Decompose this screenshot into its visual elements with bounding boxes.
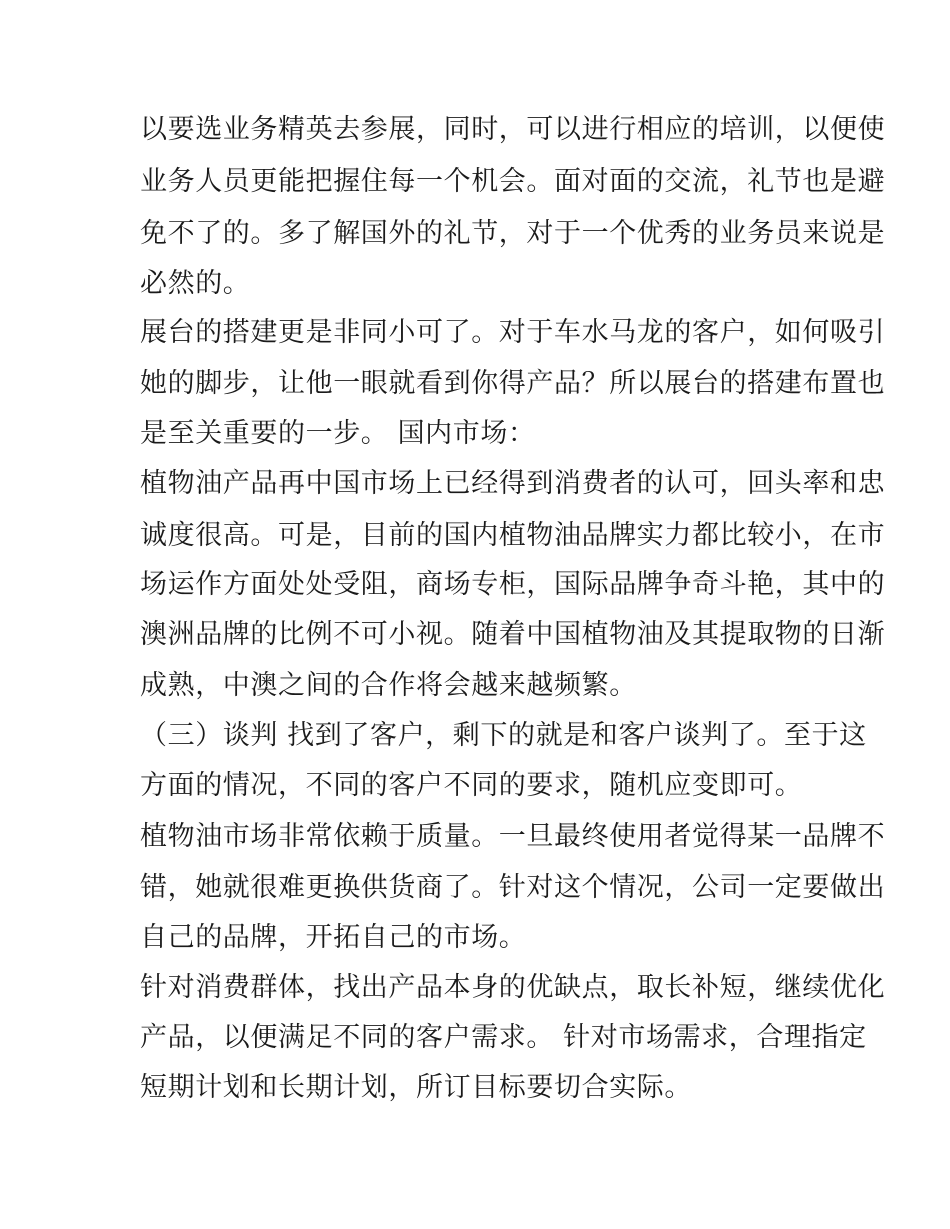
text-line: 免不了的。多了解国外的礼节，对于一个优秀的业务员来说是 xyxy=(140,218,886,249)
text-line: 方面的情况，不同的客户不同的要求，随机应变即可。 xyxy=(140,770,803,801)
text-line: 必然的。 xyxy=(140,268,251,299)
text-line: 成熟，中澳之间的合作将会越来越频繁。 xyxy=(140,670,637,701)
text-line: 错，她就很难更换供货商了。针对这个情况，公司一定要做出 xyxy=(140,872,886,903)
text-line: 场运作方面处处受阻，商场专柜，国际品牌争奇斗艳，其中的 xyxy=(140,569,886,600)
text-line: 短期计划和长期计划，所订目标要切合实际。 xyxy=(140,1072,692,1103)
text-line: 是至关重要的一步。 国内市场： xyxy=(140,418,536,449)
text-line: 以要选业务精英去参展，同时，可以进行相应的培训，以便使 xyxy=(140,114,886,145)
text-line: 她的脚步，让他一眼就看到你得产品？所以展台的搭建布置也 xyxy=(140,368,886,399)
text-line: 针对消费群体，找出产品本身的优缺点，取长补短，继续优化 xyxy=(140,972,886,1003)
text-line: 澳洲品牌的比例不可小视。随着中国植物油及其提取物的日渐 xyxy=(140,619,886,650)
text-line: （三）谈判 找到了客户，剩下的就是和客户谈判了。至于这 xyxy=(140,720,867,751)
text-line: 自己的品牌，开拓自己的市场。 xyxy=(140,922,527,953)
text-line: 诚度很高。可是，目前的国内植物油品牌实力都比较小，在市 xyxy=(140,520,886,551)
text-line: 展台的搭建更是非同小可了。对于车水马龙的客户，如何吸引 xyxy=(140,317,886,348)
text-line: 业务人员更能把握住每一个机会。面对面的交流，礼节也是避 xyxy=(140,166,886,197)
text-line: 植物油产品再中国市场上已经得到消费者的认可，回头率和忠 xyxy=(140,468,886,499)
text-line: 植物油市场非常依赖于质量。一旦最终使用者觉得某一品牌不 xyxy=(140,821,886,852)
text-line: 产品，以便满足不同的客户需求。 针对市场需求，合理指定 xyxy=(140,1022,867,1053)
